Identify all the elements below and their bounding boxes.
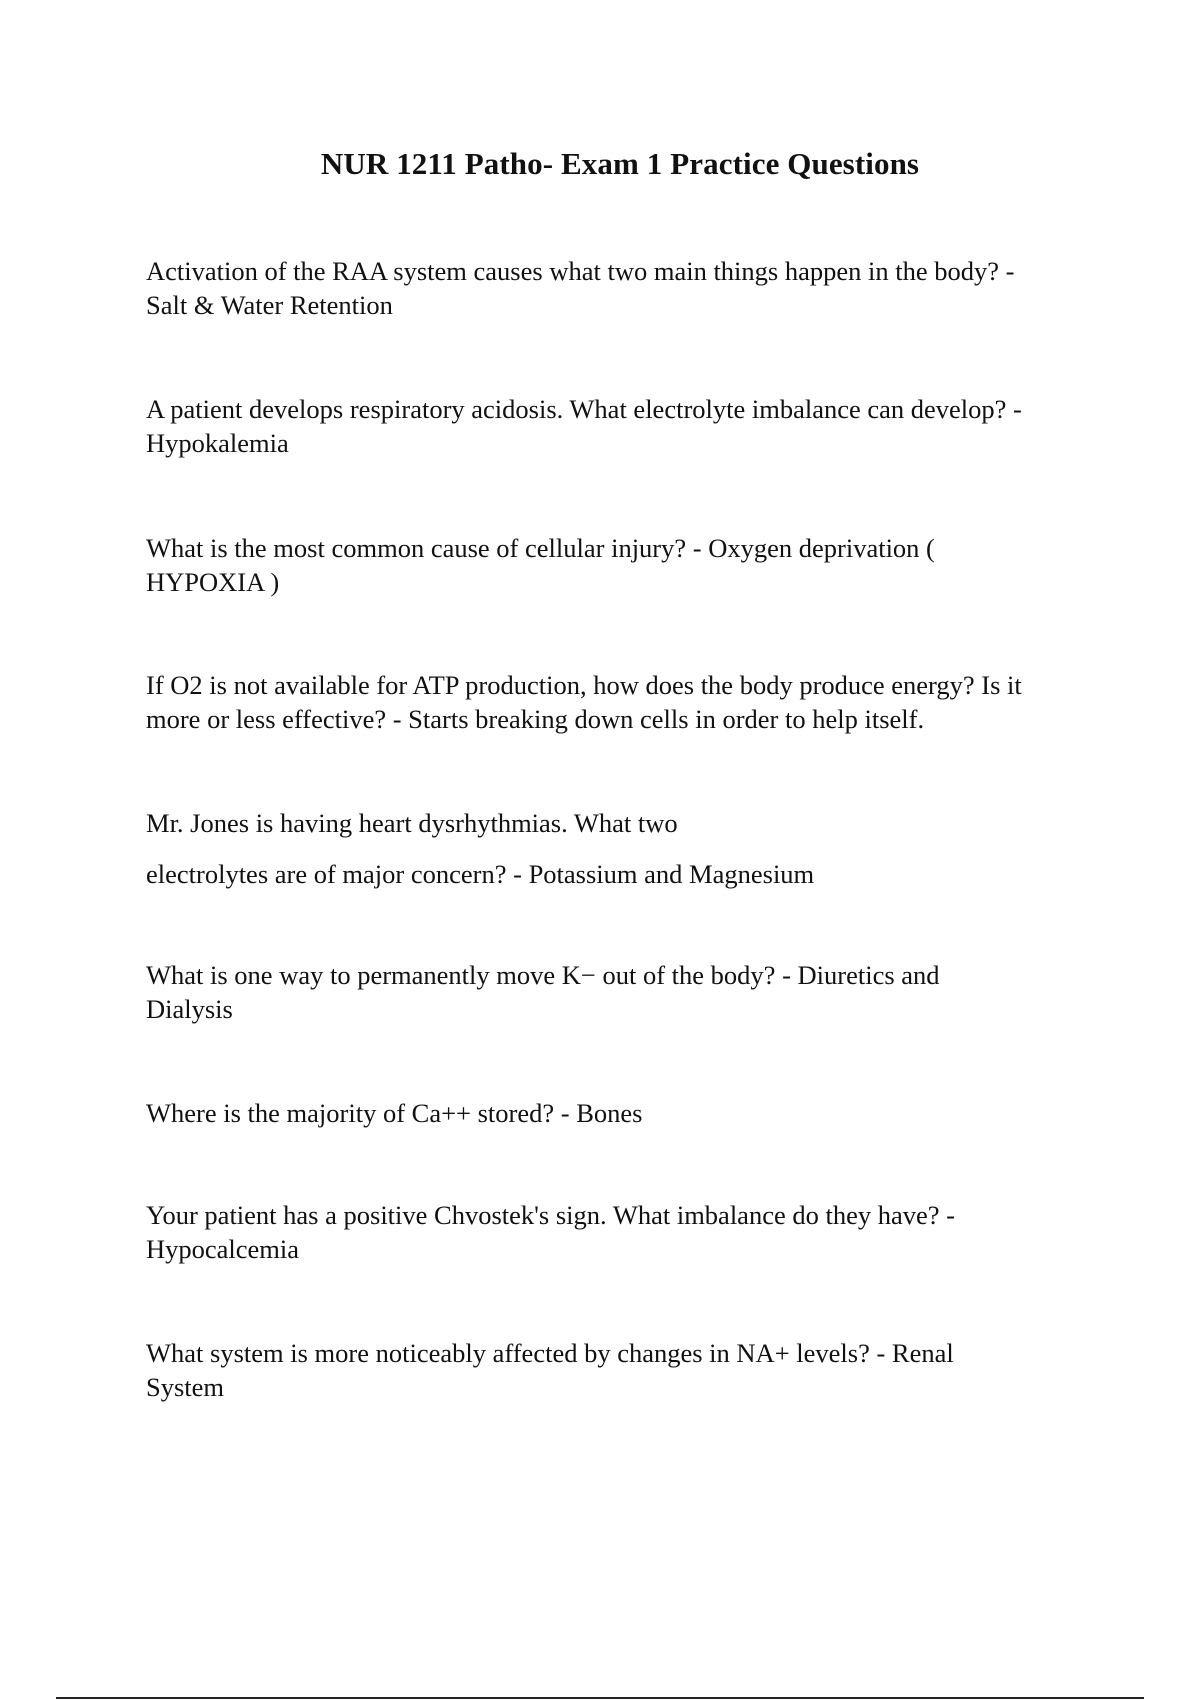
answer-line: Hypocalcemia [146, 1234, 300, 1264]
question-line: Your patient has a positive Chvostek's sign. What imbalance do they have? - [146, 1200, 955, 1230]
question-line: Where is the majority of Ca++ stored? - Bones [146, 1098, 643, 1128]
qa-item-calcium-storage [146, 1096, 1106, 1130]
bottom-rule [56, 1697, 1144, 1699]
qa-item-raa [146, 254, 1106, 322]
answer-line: HYPOXIA ) [146, 567, 280, 597]
answer-line: Dialysis [146, 994, 233, 1024]
qa-item-remove-potassium [146, 958, 1106, 1026]
answer-line: Salt & Water Retention [146, 290, 393, 320]
qa-item-atp-production [146, 668, 1106, 736]
question-line: A patient develops respiratory acidosis. What electrolyte imbalance can develop? - [146, 394, 1022, 424]
answer-line: more or less effective? - Starts breaking down cells in order to help itself. [146, 704, 925, 734]
qa-item-chvostek-sign [146, 1198, 1106, 1266]
answer-line: electrolytes are of major concern? - Potassium and Magnesium [146, 859, 815, 889]
qa-item-respiratory-acidosis [146, 392, 1106, 460]
question-line: Mr. Jones is having heart dysrhythmias. What two [146, 808, 678, 838]
question-line: What is one way to permanently move K− out of the body? - Diuretics and [146, 960, 940, 990]
question-line: What system is more noticeably affected by changes in NA+ levels? - Renal [146, 1338, 954, 1368]
answer-line: System [146, 1372, 225, 1402]
question-line: Activation of the RAA system causes what two main things happen in the body? - [146, 256, 1015, 286]
qa-item-dysrhythmias [146, 806, 1106, 891]
question-line: What is the most common cause of cellular injury? - Oxygen deprivation ( [146, 533, 935, 563]
document-title: NUR 1211 Patho- Exam 1 Practice Questions [320, 146, 920, 181]
question-line: If O2 is not available for ATP production, how does the body produce energy? Is it [146, 670, 1022, 700]
qa-item-cellular-injury [146, 531, 1106, 599]
answer-line: Hypokalemia [146, 428, 289, 458]
qa-item-sodium-levels [146, 1336, 1106, 1404]
